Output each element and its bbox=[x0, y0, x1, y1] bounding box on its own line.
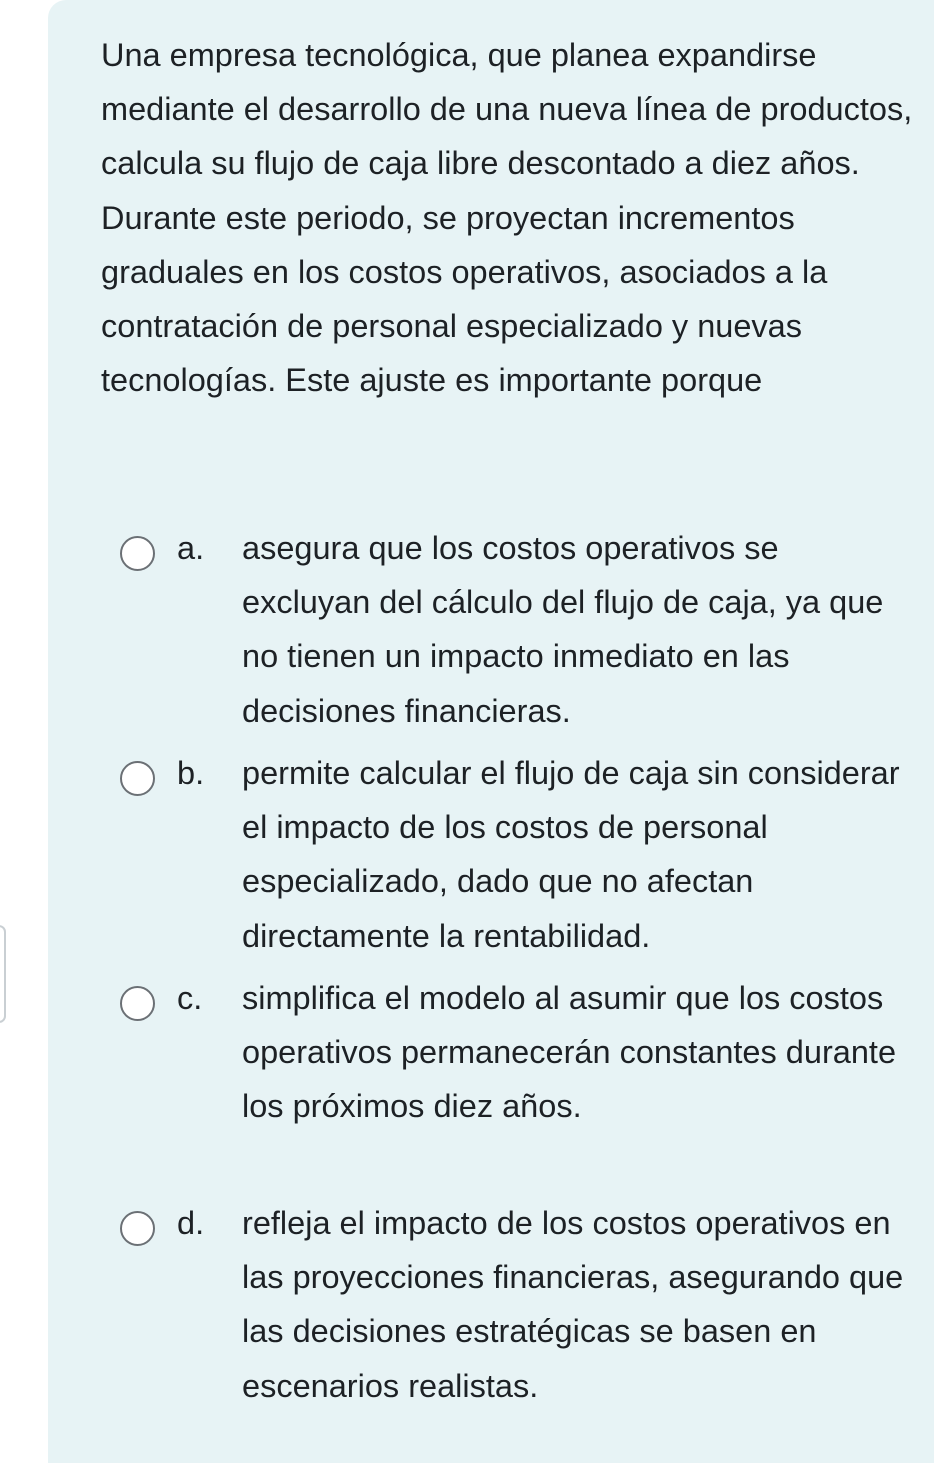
radio-button-c[interactable] bbox=[120, 986, 155, 1021]
option-letter: a. bbox=[177, 530, 205, 566]
option-letter: c. bbox=[177, 980, 203, 1016]
option-letter: d. bbox=[177, 1205, 205, 1241]
radio-button-b[interactable] bbox=[120, 761, 155, 796]
radio-button-d[interactable] bbox=[120, 1211, 155, 1246]
option-text: refleja el impacto de los costos operativos en las proyecciones financieras, asegurando que las decisiones estratégicas se basen en escenarios realistas. bbox=[242, 1205, 904, 1404]
question-text: Una empresa tecnológica, que planea expandirse mediante el desarrollo de una nueva línea de productos, calcula su flujo de caja libre descontado a diez años. Durante este periodo, se proyectan incrementos graduales en los costos operativos, asociados a la contratación de personal especializado y nuevas tecnologías. Este ajuste es importante porque bbox=[101, 37, 913, 399]
option-text: asegura que los costos operativos se excluyan del cálculo del flujo de caja, ya que no tienen un impacto inmediato en las decisiones financieras. bbox=[242, 530, 884, 729]
option-text: permite calcular el flujo de caja sin considerar el impacto de los costos de personal especializado, dado que no afectan directamente la rentabilidad. bbox=[242, 755, 900, 954]
radio-button-a[interactable] bbox=[120, 536, 155, 571]
option-letter: b. bbox=[177, 755, 205, 791]
option-text: simplifica el modelo al asumir que los costos operativos permanecerán constantes durante los próximos diez años. bbox=[242, 980, 897, 1125]
